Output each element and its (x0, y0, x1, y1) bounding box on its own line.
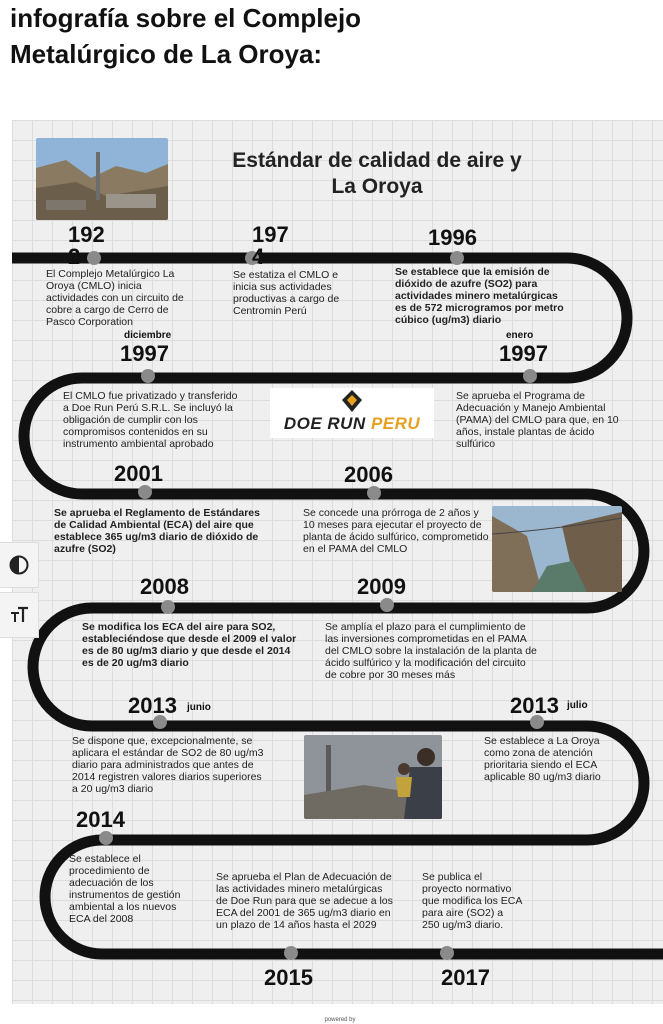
event-month: enero (506, 330, 534, 341)
timeline-dot (284, 946, 298, 960)
event-month: junio (187, 702, 211, 713)
timeline-dot (99, 831, 113, 845)
contrast-icon (9, 555, 29, 575)
timeline-dot (141, 369, 155, 383)
event-text: Se aprueba el Programa de Adecuación y Manejo Ambiental (PAMA) del CMLO para que, en 10 años, instale plantas de ácido sulfúrico (456, 390, 619, 450)
infographic-canvas (12, 120, 663, 1004)
river-valley-photo (492, 506, 622, 592)
event-text: Se establece el procedimiento de adecuación de los instrumentos de gestión ambiental a los nuevos ECA del 2008 (69, 853, 181, 925)
logo-text-peru: PERU (370, 414, 421, 433)
event-year: 2001 (114, 461, 163, 486)
event-text: El CMLO fue privatizado y transferido a Doe Run Perú S.R.L. Se incluyó la obligación de cumplir con los compromisos contenidos en su instrumento ambiental aprobado (63, 390, 238, 450)
event-text: Se aprueba el Plan de Adecuación de las actividades minero metalúrgicas de Doe Run para que se adecue a los ECA del 2001 de 365 ug/m3 diario en un plazo de 14 años hasta el 2029 (216, 871, 393, 931)
event-text: Se dispone que, excepcionalmente, se aplicara el estándar de SO2 de 80 ug/m3 diario para administrados que antes de 2014 registren valores diarios superiores a 20 ug/m3 diario (72, 735, 264, 795)
event-text: Se establece que la emisión de dióxido de azufre (SO2) para actividades minero metalúrgicas es de 572 microgramos por metro cúbico (ug/m3) diario (395, 266, 564, 326)
event-year: 2013 (128, 693, 177, 718)
logo-text-doe-run: DOE RUN (283, 414, 366, 433)
event-text: Se establece a La Oroya como zona de atención prioritaria siendo el ECA aplicable 80 ug/m3 diario (484, 735, 601, 783)
smelter-photo (36, 138, 168, 220)
event-text: Se amplía el plazo para el cumplimiento de las inversiones comprometidas en el PAMA del CMLO sobre la instalación de la planta de ácido sulfúrico y la modificación del circuito de cobre por 30 meses más (325, 621, 537, 681)
event-text: Se aprueba el Reglamento de Estándares de Calidad Ambiental (ECA) del aire que establece 365 ug/m3 diario de dióxido de azufre (SO2) (54, 507, 260, 555)
event-text: Se modifica los ECA del aire para SO2, estableciéndose que desde el 2009 el valor es de 80 ug/m3 diario y que desde el 2014 es de 20 ug/m3 diario (82, 621, 297, 669)
text-size-button[interactable] (0, 592, 39, 638)
logo-emblem-icon (342, 390, 362, 412)
event-year: 1996 (428, 225, 477, 250)
timeline-dot (367, 486, 381, 500)
event-text: El Complejo Metalúrgico La Oroya (CMLO) inicia actividades con un circuito de cobre a cargo de Cerro de Pasco Corporation (46, 268, 184, 328)
timeline-dot (523, 369, 537, 383)
event-year: 2008 (140, 574, 189, 599)
timeline-dot (450, 251, 464, 265)
page-title: infografía sobre el Complejo Metalúrgico de La Oroya: (10, 3, 362, 69)
timeline-dot (161, 600, 175, 614)
event-year: 2006 (344, 462, 393, 487)
event-year: 2014 (76, 807, 125, 832)
event-year: 2009 (357, 574, 406, 599)
event-year: 1997 (120, 341, 169, 366)
doe-run-peru-logo (270, 388, 434, 438)
event-year: 197 4 (252, 222, 289, 269)
timeline-dot (380, 598, 394, 612)
text-size-icon (9, 605, 29, 625)
mother-child-photo (304, 735, 442, 819)
event-year: 2017 (441, 965, 490, 990)
event-year: 2015 (264, 965, 313, 990)
event-year: 2013 (510, 693, 559, 718)
event-text: Se estatiza el CMLO e inicia sus actividades productivas a cargo de Centromin Perú (233, 269, 340, 317)
event-text: Se publica el proyecto normativo que modifica los ECA para aire (SO2) a 250 ug/m3 diario. (422, 871, 522, 931)
event-year: 1997 (499, 341, 548, 366)
footer-powered-by: powered by (324, 1017, 356, 1023)
timeline-dot (440, 946, 454, 960)
event-year: 192 2 (68, 222, 105, 269)
event-month: julio (567, 700, 588, 711)
event-month: diciembre (124, 330, 172, 341)
timeline-dot (138, 485, 152, 499)
event-text: Se concede una prórroga de 2 años y 10 meses para ejecutar el proyecto de planta de ácido sulfúrico, comprometido en el PAMA del CMLO (303, 507, 489, 555)
infographic-subtitle: Estándar de calidad de aire y La Oroya (232, 149, 522, 198)
contrast-button[interactable] (0, 542, 39, 588)
